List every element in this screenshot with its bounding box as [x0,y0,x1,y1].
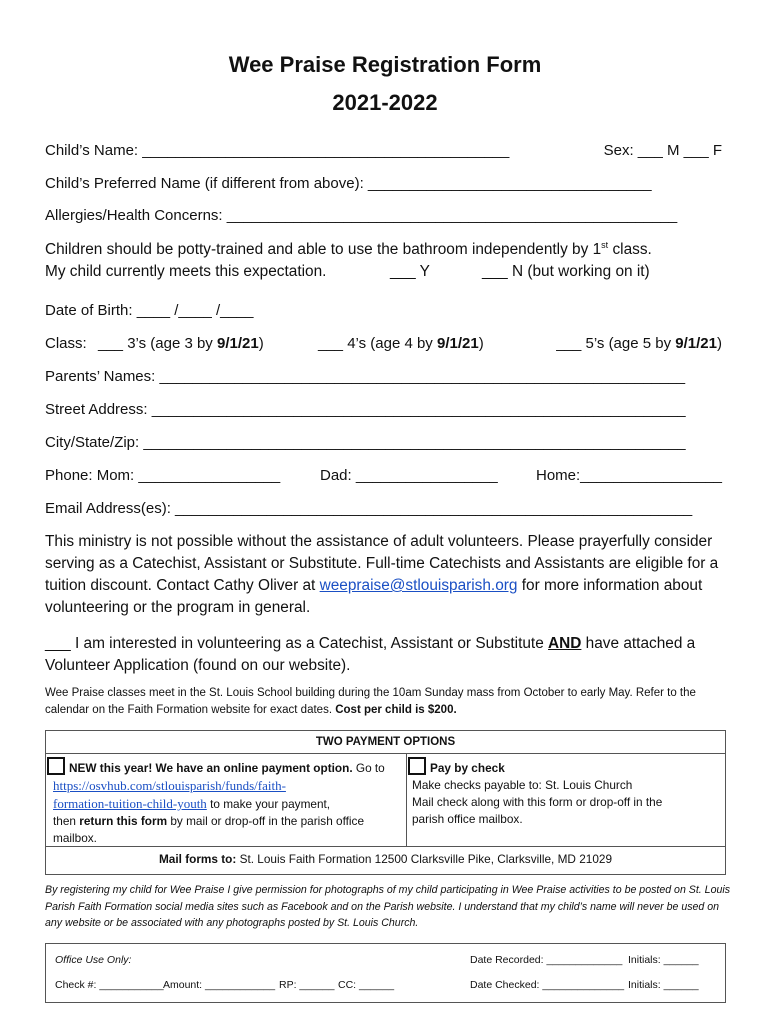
interest-text-b: have attached a Volunteer Application (found on our website). [45,635,696,674]
form-year: 2021-2022 [332,90,438,115]
class-3-option[interactable] [98,335,264,352]
potty-text-b: class. [608,241,652,259]
check-number-field[interactable]: Check #: ___________ [55,979,164,991]
online-payment-checkbox[interactable] [47,757,65,775]
online-rest-2: by mail or drop-off in the parish office [167,814,365,828]
interest-text-a: ___ I am interested in volunteering as a Catechist, Assistant or Substitute [45,635,549,652]
potty-statement [45,240,652,259]
class-5-date: 9/1/21 [675,335,717,352]
online-payment-link-1[interactable]: https://osvhub.com/stlouisparish/funds/faith- [53,778,286,793]
potty-expectation: My child currently meets this expectation. [45,263,327,280]
mail-forms-address [45,851,726,868]
online-goto: Go to [352,761,385,775]
check-line-1: Make checks payable to: St. Louis Church [412,778,633,792]
class-label: Class: [45,335,87,352]
check-payment-option[interactable] [408,757,723,828]
office-use-label: Office Use Only: [55,954,132,966]
preferred-name-field[interactable]: Child’s Preferred Name (if different from above): __________________________________ [45,175,652,192]
contact-email-link[interactable]: weepraise@stlouisparish.org [319,577,518,594]
rp-field[interactable]: RP: ______ [279,979,335,991]
office-use-box [45,943,726,1003]
volunteer-paragraph [45,531,730,619]
parents-names-field[interactable]: Parents’ Names: _______________________________________________________________ [45,368,686,385]
phone-dad-field[interactable]: Dad: _________________ [320,467,498,484]
city-state-zip-field[interactable]: City/State/Zip: _________________________________________________________________ [45,434,686,451]
online-then: then [53,814,80,828]
class-5-text: ___ 5’s (age 5 by [556,335,676,352]
sex-field[interactable]: Sex: ___ M ___ F [603,142,722,159]
allergies-field[interactable]: Allergies/Health Concerns: ______________________________________________________ [45,207,678,224]
email-field[interactable]: Email Address(es): ______________________________________________________________ [45,500,693,517]
cc-field[interactable]: CC: ______ [338,979,395,991]
child-name-field[interactable]: Child’s Name: ____________________________________________ [45,142,510,159]
classes-info [45,685,735,719]
volunteer-interest-statement[interactable] [45,633,730,677]
class-4-close: ) [478,335,484,352]
online-payment-link-2[interactable]: formation-tuition-child-youth [53,796,207,811]
potty-sup: st [601,240,609,250]
interest-and: AND [548,635,582,652]
class-5-option[interactable] [556,335,722,352]
mail-forms-label: Mail forms to: [158,852,237,866]
phone-home-field[interactable]: Home:_________________ [536,467,722,484]
online-payment-option[interactable] [47,757,403,847]
check-payment-checkbox[interactable] [408,757,426,775]
phone-mom-field[interactable]: Phone: Mom: _________________ [45,467,281,484]
classes-info-text: Wee Praise classes meet in the St. Louis School building during the 10am Sunday mass from October to early May. Refer to the calendar on the Faith Formation website for exact dates. [45,687,696,716]
payment-column-divider [406,753,407,846]
date-recorded-field[interactable]: Date Recorded: _____________ [470,954,623,966]
online-return-form: return this form [79,814,168,828]
class-4-text: ___ 4’s (age 4 by [318,335,437,352]
class-3-close: ) [258,335,264,352]
class-4-option[interactable] [318,335,484,352]
street-address-field[interactable]: Street Address: ________________________________________________________________ [45,401,686,418]
class-3-text: ___ 3’s (age 3 by [98,335,217,352]
form-title: Wee Praise Registration Form [228,52,542,77]
online-rest-3: mailbox. [53,831,97,845]
payment-header-divider [45,753,726,754]
class-3-date: 9/1/21 [216,335,259,352]
cost-per-child: Cost per child is $200. [335,704,457,716]
photo-permission: By registering my child for Wee Praise I give permission for photographs of my child participating in Wee Praise activities to be posted on St. Louis Parish Faith Formation social media sites such as Facebook and on the Parish website. I understand that my child’s name will never be used on any website or be associated with any photographs posted by St. Louis Church. [45,884,730,929]
date-checked-field[interactable]: Date Checked: ______________ [470,979,625,991]
amount-field[interactable]: Amount: ____________ [163,979,276,991]
initials-field-2[interactable]: Initials: ______ [628,979,699,991]
potty-text-a: Children should be potty-trained and able to use the bathroom independently by 1 [45,241,602,259]
dob-field[interactable]: Date of Birth: ____ /____ /____ [45,302,254,319]
class-5-close: ) [717,335,722,352]
volunteer-text-b: for more information about volunteering or the program in general. [45,577,703,616]
mail-address: St. Louis Faith Formation 12500 Clarksville Pike, Clarksville, MD 21029 [236,852,613,866]
potty-no-option[interactable]: ___ N (but working on it) [482,263,650,280]
initials-field-1[interactable]: Initials: ______ [628,954,699,966]
payment-options-header: TWO PAYMENT OPTIONS [315,736,456,748]
check-payment-title: Pay by check [430,761,505,775]
volunteer-text-a: This ministry is not possible without the assistance of adult volunteers. Please prayerfully consider serving as a Catechist, Assistant or Substitute. Full-time Catechists and Assistants are eligible for a tuition discount. Contact Cathy Oliver at [45,533,719,594]
check-line-3: parish office mailbox. [412,812,523,826]
online-payment-title: NEW this year! We have an online payment option. [69,761,353,775]
online-rest-1: to make your payment, [206,797,331,811]
potty-yes-option[interactable]: ___ Y [390,263,430,280]
check-line-2: Mail check along with this form or drop-off in the [412,795,663,809]
class-4-date: 9/1/21 [436,335,479,352]
